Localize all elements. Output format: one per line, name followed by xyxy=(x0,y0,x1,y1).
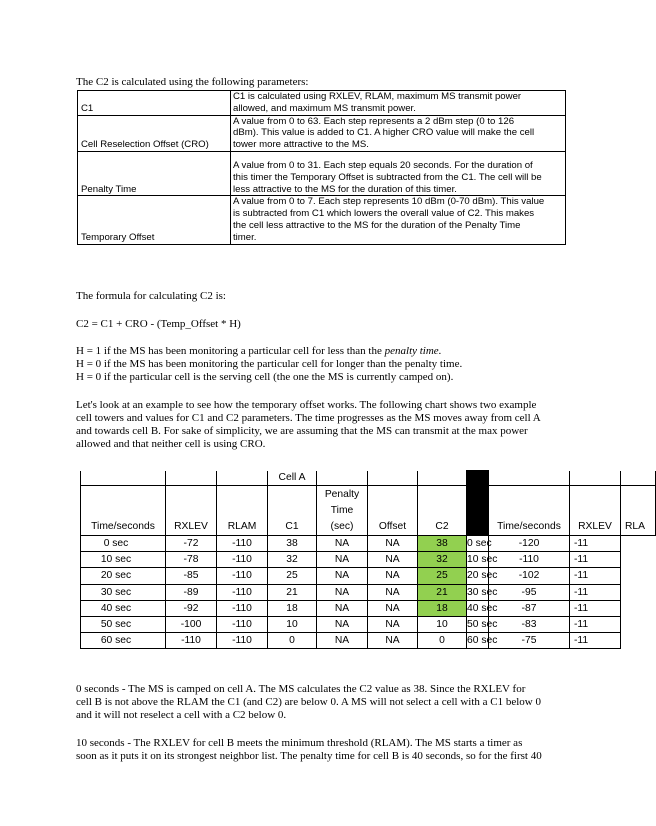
table-row xyxy=(81,536,656,552)
empty-cell xyxy=(217,471,268,486)
empty-cell xyxy=(621,471,656,486)
parameter-row-temporary-offset xyxy=(78,196,566,244)
table-cell: 38 xyxy=(418,536,467,552)
table-cell: 10 sec xyxy=(81,552,166,568)
table-cell: 40 sec xyxy=(81,600,166,616)
column-header: RLA xyxy=(621,486,656,536)
description-line: C1 is calculated using RXLEV, RLAM, maximum MS transmit power xyxy=(233,91,522,102)
table-cell: NA xyxy=(317,568,368,584)
table-cell: 50 sec xyxy=(467,616,489,632)
description-line: A value from 0 to 63. Each step represents a 2 dBm step (0 to 126 xyxy=(233,115,515,127)
table-cell: 10 sec xyxy=(467,552,489,568)
table-cell: 18 xyxy=(418,600,467,616)
parameter-table xyxy=(77,90,566,245)
table-row xyxy=(81,552,656,568)
table-cell: 20 sec xyxy=(467,568,489,584)
paragraph-10sec-line: soon as it puts it on its strongest neighbor list. The penalty time for cell B is 40 seconds, so for the first 40 xyxy=(76,750,542,762)
table-cell: 21 xyxy=(418,584,467,600)
table-header-row xyxy=(81,486,656,536)
header-line: Time xyxy=(330,505,354,516)
table-cell: NA xyxy=(368,584,418,600)
table-cell: NA xyxy=(317,600,368,616)
parameter-row-c1 xyxy=(78,91,566,116)
h-definition-3: H = 0 if the particular cell is the serving cell (the one the MS is currently camped on). xyxy=(76,371,454,383)
header-line: (sec) xyxy=(330,521,354,532)
example-paragraph-line: and towards cell B. For sake of simplicity, we are assuming that the MS can transmit at the max power xyxy=(76,425,528,437)
table-cell: 21 xyxy=(268,584,317,600)
table-cell: 0 sec xyxy=(81,536,166,552)
table-cell: -87 xyxy=(489,600,570,616)
description-line: A value from 0 to 7. Each step represents 10 dBm (0-70 dBm). This value xyxy=(233,196,545,208)
column-header xyxy=(317,486,368,536)
table-cell: NA xyxy=(317,584,368,600)
table-cell: NA xyxy=(317,633,368,649)
table-cell: 0 sec xyxy=(467,536,489,552)
paragraph-0sec-line: cell B is not above the RLAM the C1 (and C2) are below 0. A MS will not select a cell with a C1 below 0 xyxy=(76,696,541,708)
description-line: dBm). This value is added to C1. A higher CRO value will make the cell xyxy=(233,127,535,139)
table-cell: 30 sec xyxy=(81,584,166,600)
table-cell: -110 xyxy=(217,584,268,600)
example-paragraph-line: allowed and that neither cell is using CRO. xyxy=(76,438,266,450)
table-row xyxy=(81,568,656,584)
parameter-name: Penalty Time xyxy=(78,151,231,195)
empty-cell xyxy=(368,471,418,486)
table-cell: -110 xyxy=(217,552,268,568)
table-cell: -120 xyxy=(489,536,570,552)
parameter-name: Temporary Offset xyxy=(78,196,231,244)
table-cell: 20 sec xyxy=(81,568,166,584)
table-cell: -89 xyxy=(166,584,217,600)
table-cell: -102 xyxy=(489,568,570,584)
table-cell: -92 xyxy=(166,600,217,616)
table-cell: 38 xyxy=(268,536,317,552)
table-cell: 30 sec xyxy=(467,584,489,600)
table-cell: -72 xyxy=(166,536,217,552)
table-row xyxy=(81,633,656,649)
table-cell: -75 xyxy=(489,633,570,649)
table-cell: 0 xyxy=(418,633,467,649)
table-cell: -110 xyxy=(489,552,570,568)
empty-cell xyxy=(570,471,621,486)
table-cell: -11 xyxy=(570,600,621,616)
table-row xyxy=(81,616,656,632)
column-header: C2 xyxy=(418,486,467,536)
table-row xyxy=(81,600,656,616)
table-cell: 60 sec xyxy=(467,633,489,649)
column-header: RXLEV xyxy=(570,486,621,536)
paragraph-0sec-line: and it will not reselect a cell with a C2 below 0. xyxy=(76,709,287,721)
column-header: Offset xyxy=(368,486,418,536)
table-cell: -11 xyxy=(570,552,621,568)
column-header: Time/seconds xyxy=(489,486,570,536)
table-cell: 25 xyxy=(418,568,467,584)
column-header: C1 xyxy=(268,486,317,536)
table-cell: 60 sec xyxy=(81,633,166,649)
table-cell: -110 xyxy=(166,633,217,649)
cell-a-title: Cell A xyxy=(268,471,317,486)
table-cell: NA xyxy=(368,552,418,568)
parameter-description xyxy=(231,196,566,244)
table-cell: NA xyxy=(368,600,418,616)
empty-cell xyxy=(81,471,166,486)
parameter-description xyxy=(231,91,566,116)
parameter-name: C1 xyxy=(78,91,231,116)
table-cell: 10 xyxy=(268,616,317,632)
table-cell: -110 xyxy=(217,536,268,552)
table-cell: NA xyxy=(368,536,418,552)
description-line: less attractive to the MS for the duration of this timer. xyxy=(233,183,457,195)
parameter-name: Cell Reselection Offset (CRO) xyxy=(78,115,231,151)
formula: C2 = C1 + CRO - (Temp_Offset * H) xyxy=(76,318,241,330)
column-header: RXLEV xyxy=(166,486,217,536)
table-cell: -110 xyxy=(217,616,268,632)
table-cell: -11 xyxy=(570,584,621,600)
header-line: Penalty xyxy=(324,489,360,500)
table-cell: -110 xyxy=(217,568,268,584)
parameter-description xyxy=(231,115,566,151)
column-header: RLAM xyxy=(217,486,268,536)
description-line: timer. xyxy=(233,231,257,243)
table-cell: -11 xyxy=(570,616,621,632)
table-cell: NA xyxy=(317,616,368,632)
table-cell: -11 xyxy=(570,633,621,649)
table-cell: 25 xyxy=(268,568,317,584)
description-line: this timer the Temporary Offset is subtracted from the C1. The cell will be xyxy=(233,171,542,183)
table-cell: -110 xyxy=(217,600,268,616)
table-cell: -110 xyxy=(217,633,268,649)
table-cell: -100 xyxy=(166,616,217,632)
table-title-row xyxy=(81,471,656,486)
table-cell: 18 xyxy=(268,600,317,616)
example-paragraph-line: cell towers and values for C1 and C2 parameters. The time progresses as the MS moves away from cell A xyxy=(76,412,541,424)
table-cell: NA xyxy=(368,568,418,584)
empty-cell xyxy=(166,471,217,486)
table-cell: NA xyxy=(368,616,418,632)
h-definition-2: H = 0 if the MS has been monitoring the particular cell for longer than the penalty time. xyxy=(76,358,463,370)
description-line: tower more attractive to the MS. xyxy=(233,139,369,151)
parameter-row-penalty-time xyxy=(78,151,566,195)
table-cell: -95 xyxy=(489,584,570,600)
table-cell: 32 xyxy=(418,552,467,568)
table-cell: -78 xyxy=(166,552,217,568)
table-divider xyxy=(467,471,489,536)
table-cell: 0 xyxy=(268,633,317,649)
table-cell: 40 sec xyxy=(467,600,489,616)
description-line: A value from 0 to 31. Each step equals 20 seconds. For the duration of xyxy=(233,159,533,171)
table-cell: 50 sec xyxy=(81,616,166,632)
parameter-description xyxy=(231,151,566,195)
h-definition-1 xyxy=(76,345,441,358)
intro-text: The C2 is calculated using the following parameters: xyxy=(76,76,309,88)
table-cell: NA xyxy=(317,552,368,568)
table-cell: -11 xyxy=(570,568,621,584)
table-row xyxy=(81,584,656,600)
empty-cell xyxy=(317,471,368,486)
formula-intro: The formula for calculating C2 is: xyxy=(76,290,226,302)
example-table xyxy=(80,470,656,649)
paragraph-10sec-line: 10 seconds - The RXLEV for cell B meets the minimum threshold (RLAM). The MS starts a timer as xyxy=(76,737,523,749)
table-cell: -83 xyxy=(489,616,570,632)
description-line: the cell less attractive to the MS for the duration of the Penalty Time xyxy=(233,219,521,231)
description-line: allowed, and maximum MS transmit power. xyxy=(233,102,416,114)
empty-cell xyxy=(418,471,467,486)
table-cell: -85 xyxy=(166,568,217,584)
parameter-row-cro xyxy=(78,115,566,151)
h-definition-text: H = 1 if the MS has been monitoring a particular cell for less than the xyxy=(76,345,385,357)
table-cell: NA xyxy=(368,633,418,649)
paragraph-0sec-line: 0 seconds - The MS is camped on cell A. The MS calculates the C2 value as 38. Since the RXLEV for xyxy=(76,683,526,695)
empty-cell xyxy=(489,471,570,486)
table-cell: -11 xyxy=(570,536,621,552)
column-header: Time/seconds xyxy=(81,486,166,536)
table-cell: 32 xyxy=(268,552,317,568)
table-cell: NA xyxy=(317,536,368,552)
table-cell: 10 xyxy=(418,616,467,632)
h-definition-emphasis: penalty time. xyxy=(384,345,442,357)
example-paragraph-line: Let's look at an example to see how the temporary offset works. The following chart shows two example xyxy=(76,399,537,411)
description-line: is subtracted from C1 which lowers the overall value of C2. This makes xyxy=(233,208,535,220)
